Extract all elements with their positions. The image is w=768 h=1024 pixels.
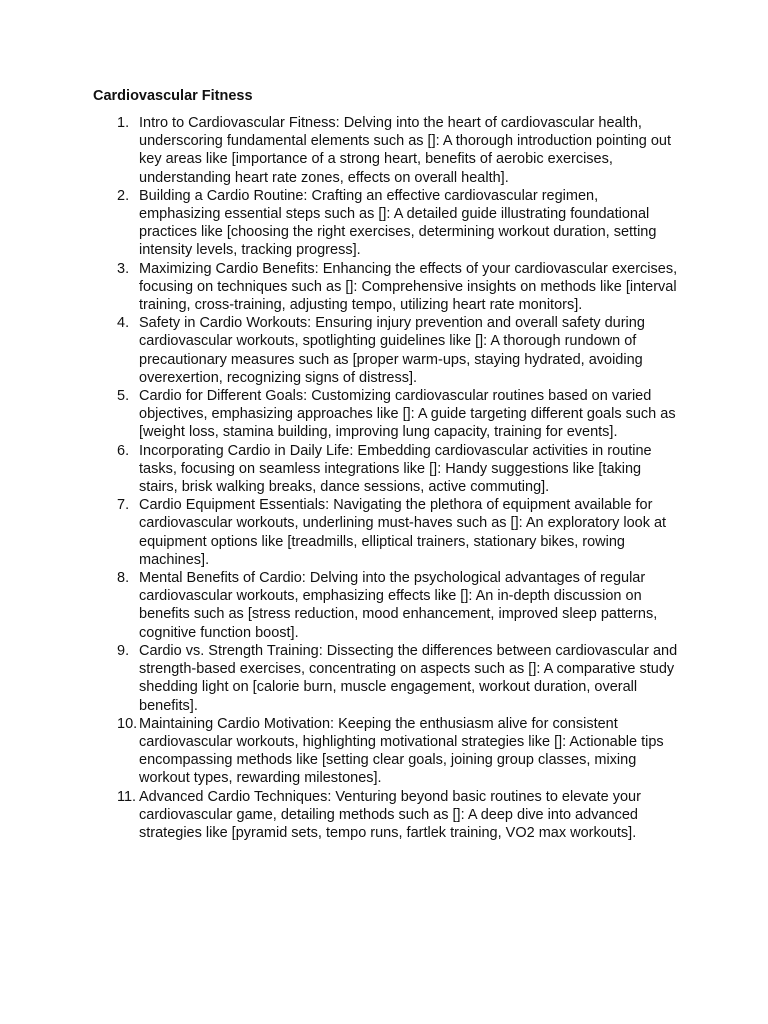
list-item-number: 9. <box>117 642 130 659</box>
list-item-text: Maintaining Cardio Motivation: Keeping the enthusiasm alive for consistent cardiovascular workouts, highlighting motivational strategies like []: Actionable tips encompassing methods like [setting clear goals, joining group classes, mixing workout types, rewarding milestones]. <box>139 715 664 787</box>
list-item-number: 11. <box>117 788 137 805</box>
list-item-number: 3. <box>117 260 130 277</box>
list-item-text: Maximizing Cardio Benefits: Enhancing the effects of your cardiovascular exercises, focusing on techniques such as []: Comprehensive insights on methods like [interval training, cross-training, adjusting tempo, utilizing heart rate monitors]. <box>139 260 678 314</box>
list-item-text: Incorporating Cardio in Daily Life: Embedding cardiovascular activities in routine tasks, focusing on seamless integrations like []: Handy suggestions like [taking stairs, brisk walking breaks, dance sessions, active commuting]. <box>139 442 652 496</box>
list-item-number: 4. <box>117 315 130 332</box>
list-item-number: 1. <box>117 115 130 131</box>
document-title: Cardiovascular Fitness <box>93 88 253 104</box>
list-item-text: Advanced Cardio Techniques: Venturing beyond basic routines to elevate your cardiovascular game, detailing methods such as []: A deep dive into advanced strategies like [pyramid sets, tempo runs, fartlek training, VO2 max workouts]. <box>139 788 641 841</box>
list-item-text: Building a Cardio Routine: Crafting an effective cardiovascular regimen, emphasizing essential steps such as []: A detailed guide illustrating foundational practices like [choosing the right exercises, determining workout duration, setting intensity levels, tracking progress]. <box>139 187 657 259</box>
list-item <box>93 314 683 387</box>
list-item <box>93 569 683 642</box>
list-item-number: 10. <box>117 715 138 732</box>
list-item <box>93 642 683 715</box>
list-item-number: 7. <box>117 497 130 514</box>
list-item <box>93 442 683 497</box>
list-item <box>93 114 683 187</box>
list-item-text: Safety in Cardio Workouts: Ensuring injury prevention and overall safety during cardiovascular workouts, spotlighting guidelines like []: A thorough rundown of precautionary measures such as [proper warm-ups, staying hydrated, avoiding overexertion, recognizing signs of distress]. <box>139 315 645 386</box>
list-item-text: Mental Benefits of Cardio: Delving into the psychological advantages of regular cardiovascular workouts, emphasizing effects like []: An in-depth discussion on benefits such as [stress reduction, mood enhancement, improved sleep patterns, cognitive function boost]. <box>139 570 658 641</box>
list-item <box>93 387 683 442</box>
list-item <box>93 496 683 569</box>
list-item <box>93 788 683 843</box>
list-item-number: 6. <box>117 442 130 459</box>
list-item <box>93 260 683 315</box>
list-item-number: 2. <box>117 187 130 204</box>
list-item-text: Cardio Equipment Essentials: Navigating the plethora of equipment available for cardiovascular workouts, underlining must-haves such as []: An exploratory look at equipment options like [treadmills, elliptical trainers, stationary bikes, rowing machines]. <box>139 497 667 568</box>
topic-list <box>93 114 683 842</box>
list-item-number: 5. <box>117 388 130 405</box>
list-item-text: Cardio for Different Goals: Customizing cardiovascular routines based on varied objectives, emphasizing approaches like []: A guide targeting different goals such as [weight loss, stamina building, improving lung capacity, training for events]. <box>139 388 676 441</box>
list-item-number: 8. <box>117 570 130 587</box>
list-item-text: Intro to Cardiovascular Fitness: Delving into the heart of cardiovascular health, underscoring fundamental elements such as []: A thorough introduction pointing out key areas like [importance of a strong heart, benefits of aerobic exercises, understanding heart rate zones, effects on overall health]. <box>139 115 672 186</box>
list-item-text: Cardio vs. Strength Training: Dissecting the differences between cardiovascular and strength-based exercises, concentrating on aspects such as []: A comparative study shedding light on [calorie burn, muscle engagement, workout duration, overall benefits]. <box>139 642 678 714</box>
list-item <box>93 187 683 260</box>
list-item <box>93 715 683 788</box>
